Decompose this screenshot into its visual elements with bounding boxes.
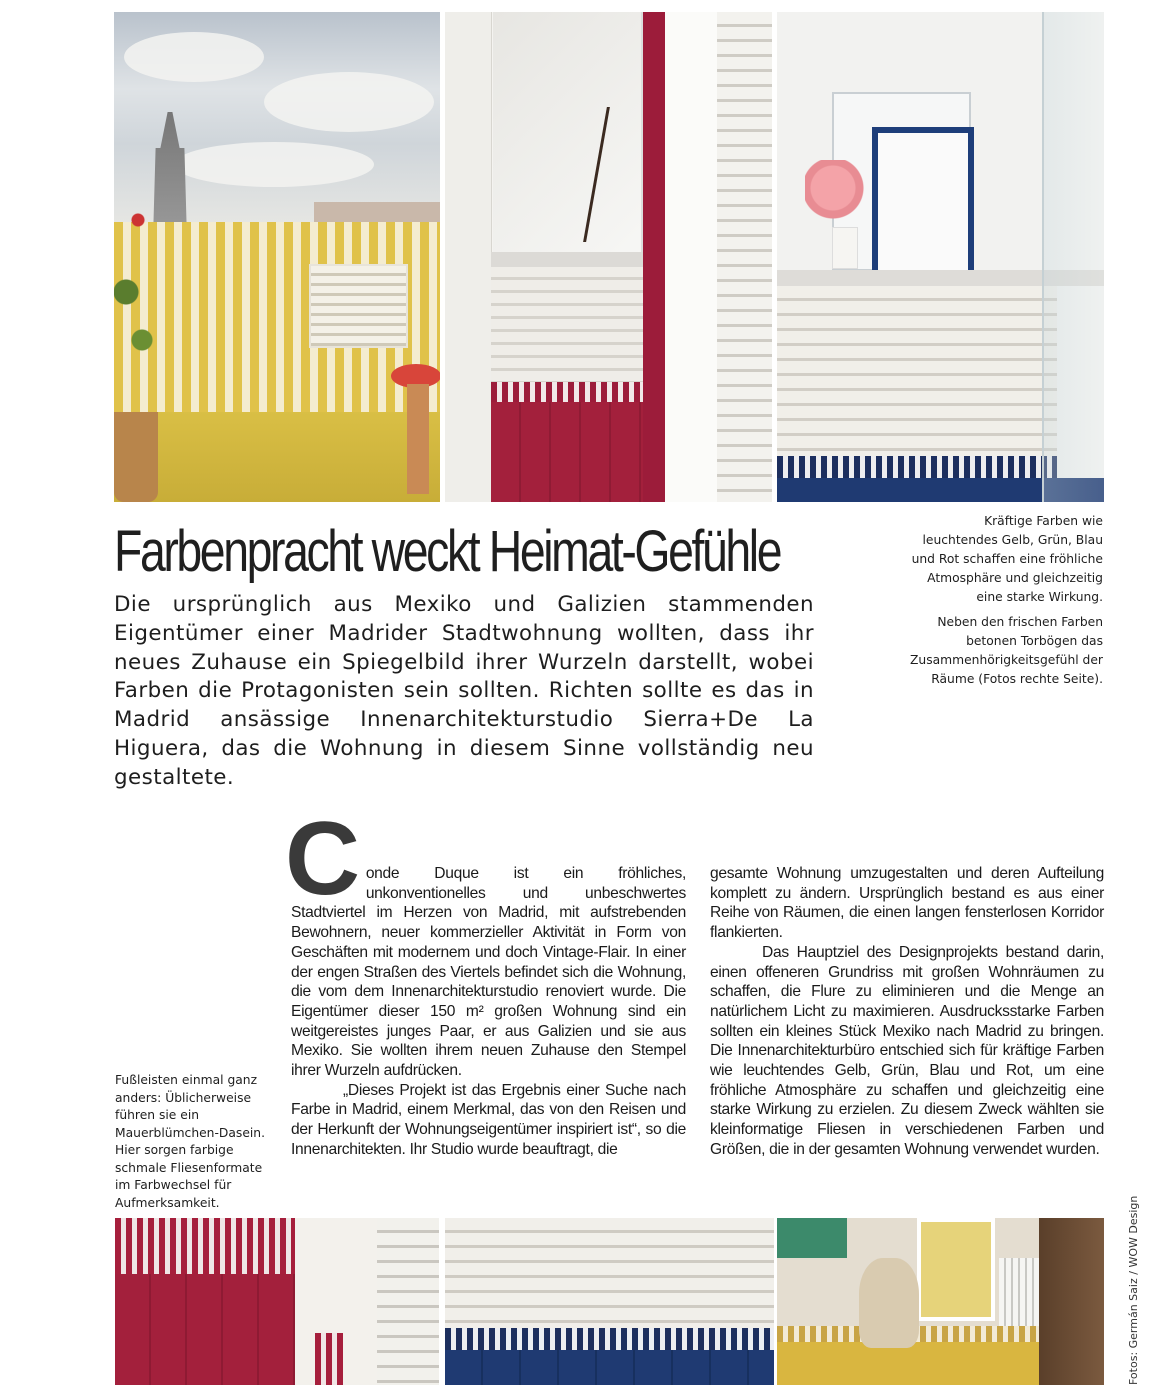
- ribbed-panel: [377, 1218, 439, 1385]
- vase: [832, 227, 858, 269]
- ribbed-vanity: [777, 286, 1057, 456]
- ribbed-vanity: [445, 1218, 774, 1328]
- stool-leg: [407, 384, 429, 494]
- caption-right-p1: Kräftige Farben wie leuchtendes Gelb, Grün, Blau und Rot schaffen eine fröhliche Atmosphäre und gleichzeitig eine starke Wirkung.: [911, 514, 1103, 604]
- body-column-2: [710, 864, 1104, 1160]
- sculptural-vase: [859, 1258, 919, 1348]
- photo-credit: Fotos: Germán Saiz / WOW Design: [1127, 1195, 1140, 1385]
- red-tile-strip: [643, 12, 665, 502]
- photo-terrace: [114, 12, 440, 502]
- wooden-beam: [1039, 1218, 1104, 1385]
- caption-right-p2: Neben den frischen Farben betonen Torbögen das Zusammenhörigkeitsgefühl der Räume (Fotos rechte Seite).: [909, 615, 1103, 686]
- photo-red-bathroom: [445, 12, 772, 502]
- door: [445, 12, 492, 502]
- photo-yellow-baseboard: [777, 1218, 1104, 1385]
- glass-partition: [1042, 12, 1104, 502]
- photo-red-baseboard: [115, 1218, 439, 1385]
- photo-blue-baseboard: [445, 1218, 774, 1385]
- potted-plant: [114, 172, 154, 412]
- body-column-1: [285, 801, 686, 1160]
- red-tile-floor: [115, 1273, 295, 1385]
- window: [917, 1218, 995, 1321]
- body-paragraph: gesamte Wohnung umzugestalten und deren Aufteilung komplett zu ändern. Ursprünglich bestand es aus einer Reihe von Räumen, die einen langen fensterlosen Korridor flankierten.: [710, 865, 1104, 942]
- cloud: [174, 142, 374, 187]
- caption-right: [905, 512, 1103, 695]
- body-paragraph: Das Hauptziel des Designprojekts bestand darin, einen offeneren Grundriss mit großen Wohnräumen zu schaffen, die Flure zu eliminieren und die Menge an natürlichem Licht zu maximieren. Ausdrucksstarke Farben sollten ein kleines Stück Mexiko nach Madrid zu bringen. Die Innenarchitekturbüro entschied sich für kräftige Farben wie leuchtendes Gelb, Grün, Blau und Rot, um eine fröhliche Atmosphäre zu schaffen und gleichzeitig eine starke Wirkung zu erzielen. Zu diesem Zweck wählten sie kleinformatige Fliesen in verschiedenen Farben und Größen, die in der gesamten Wohnung verwendet wurden.: [710, 943, 1104, 1158]
- plant-pot: [114, 412, 158, 502]
- photo-blue-bathroom: [777, 12, 1104, 502]
- ribbed-panel: [717, 12, 772, 502]
- body-text: onde Duque ist ein fröhliches, unkonventionelles und unbeschwertes Stadtviertel im Herzen von Madrid, mit aufstrebenden Bewohnern, neuer kommerzieller Aktivität in Form von Geschäften mit modernem und doch Vintage-Flair. In einer der engen Straßen des Viertels befindet sich die Wohnung, die vom dem Innenarchitekturstudio renoviert wurde. Die Eigentümer dieser 150 m² großen Wohnung sind ein weitgereistes junges Paar, er aus Galizien und sie aus Mexiko. Sie wollten ihrem neuen Zuhause den Stempel ihrer Wurzeln aufdrücken.: [291, 865, 686, 1080]
- cloud: [264, 72, 434, 132]
- green-wall-accent: [777, 1218, 847, 1258]
- radiator: [999, 1258, 1039, 1328]
- body-paragraph: „Dieses Projekt ist das Ergebnis einer Suche nach Farbe in Madrid, einem Merkmal, das von den Reisen und der Herkunft der Wohnungseigentümer inspiriert ist“, so die Innenarchitekten. Ihr Studio wurde beauftragt, die: [291, 1081, 686, 1158]
- caption-left: Fußleisten einmal ganz anders: Üblicherweise führen sie ein Mauerblümchen-Dasein. Hier sorgen farbige schmale Fliesenformate im Farbwechsel für Aufmerksamkeit.: [115, 1073, 266, 1210]
- door-jamb: [665, 12, 717, 502]
- marble-counter: [491, 252, 643, 268]
- ribbed-vanity: [491, 267, 643, 382]
- cloud: [124, 32, 264, 82]
- body-paragraph: [285, 801, 686, 1081]
- blue-tile-floor: [445, 1350, 774, 1385]
- striped-baseboard: [315, 1333, 343, 1385]
- striped-baseboard: [445, 1328, 774, 1350]
- headline: Farbenpracht weckt Heimat-Gefühle: [114, 519, 781, 584]
- striped-baseboard: [115, 1218, 295, 1274]
- striped-baseboard: [491, 382, 643, 402]
- striped-baseboard: [777, 456, 1057, 478]
- blue-tile-frame: [872, 127, 974, 271]
- yellow-tile-floor: [114, 412, 440, 502]
- drop-cap: C: [285, 801, 360, 917]
- lead-paragraph: Die ursprünglich aus Mexiko und Galizien stammenden Eigentümer einer Madrider Stadtwohnung wollten, dass ihr neues Zuhause ein Spiegelbild ihrer Wurzeln darstellt, wobei Farben die Protagonisten sein sollten. Richten sollte es das in Madrid ansässige Innenarchitekturstudio Sierra+De La Higuera, das die Wohnung in diesem Sinne vollständig neu gestaltete.: [114, 592, 814, 790]
- folding-chair: [309, 264, 408, 348]
- pink-flower: [805, 160, 875, 230]
